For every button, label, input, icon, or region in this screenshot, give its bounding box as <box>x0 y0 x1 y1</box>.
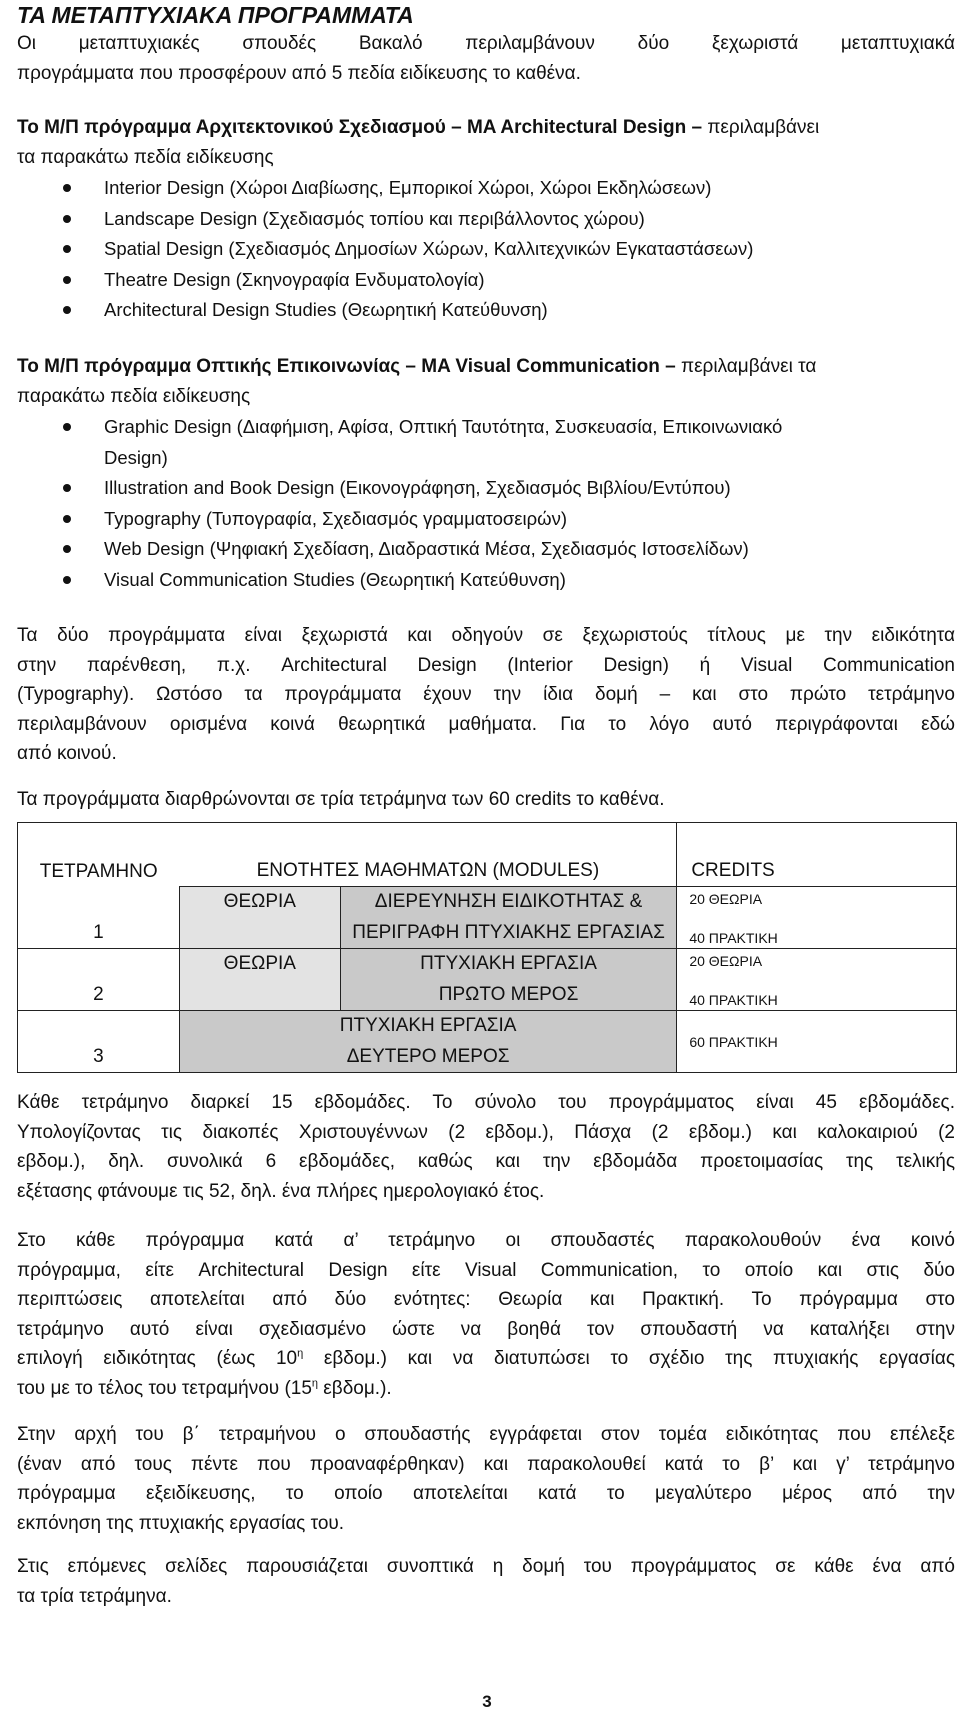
vis-heading-line2: παρακάτω πεδία ειδίκευσης <box>17 385 251 407</box>
credits-theory: 20 ΘΕΩΡΙΑ <box>677 887 957 918</box>
theory-cell: ΘΕΩΡΙΑ <box>179 949 340 980</box>
modules-table <box>17 822 957 1073</box>
list-item-continuation: Design) <box>104 446 168 468</box>
list-item: Interior Design (Χώροι Διαβίωσης, Εμπορικοί Χώροι, Χώροι Εκδηλώσεων) <box>17 173 957 204</box>
programs-separate-paragraph: Τα δύο προγράμματα είναι ξεχωριστά και οδηγούν σε ξεχωριστούς τίτλους με την ειδικότητα στην παρένθεση, π.χ. Architectural Design (Interior Design) ή Visual Communication (Typography). Ωστόσο τα προγράμματα έχουν την ίδια δομή – και στο πρώτο τετράμηνο περιλαμβάνουν ορισμένα κοινά θεωρητικά μαθήματα. Για το λόγο αυτό περιγράφονται εδώ από κοινού. <box>17 625 955 764</box>
header-modules: ΕΝΟΤΗΤΕΣ ΜΑΘΗΜΑΤΩΝ (MODULES) <box>179 823 676 887</box>
arch-specializations-list <box>17 173 957 326</box>
intro-line: προγράμματα που προσφέρουν από 5 πεδία ειδίκευσης το καθένα. <box>17 62 581 84</box>
intro-line: Οι μεταπτυχιακές σπουδές Βακαλό περιλαμβάνουν δύο ξεχωριστά μεταπτυχιακά <box>17 33 955 54</box>
weeks-paragraph: Κάθε τετράμηνο διαρκεί 15 εβδομάδες. Το σύνολο του προγράμματος είναι 45 εβδομάδες. Υπολογίζοντας τις διακοπές Χριστουγέννων (2 εβδομ.), Πάσχα (2 εβδομ.) και καλοκαιριού (2 εβδομ.), δηλ. συνολικά 6 εβδομάδες, καθώς και την εβδομάδα προετοιμασίας της τελικής εξέτασης φτάνουμε τις 52, δηλ. ένα πλήρες ημερολογιακό έτος. <box>17 1092 955 1202</box>
list-item: Architectural Design Studies (Θεωρητική Κατεύθυνση) <box>17 295 957 326</box>
bullet-icon <box>63 245 71 253</box>
header-credits: CREDITS <box>677 823 957 887</box>
list-item: Web Design (Ψηφιακή Σχεδίαση, Διαδραστικά Μέσα, Σχεδιασμός Ιστοσελίδων) <box>17 534 957 565</box>
list-item: Theatre Design (Σκηνογραφία Ενδυματολογία) <box>17 265 957 296</box>
vis-specializations-list <box>17 412 957 595</box>
module-cell: ΠΤΥΧΙΑΚΗ ΕΡΓΑΣΙΑ <box>340 949 677 980</box>
module-cell: ΠΤΥΧΙΑΚΗ ΕΡΓΑΣΙΑ <box>179 1011 676 1042</box>
list-item: Illustration and Book Design (Εικονογράφηση, Σχεδιασμός Βιβλίου/Εντύπου) <box>17 473 957 504</box>
bullet-icon <box>63 545 71 553</box>
bullet-icon <box>63 215 71 223</box>
table-header-row <box>18 823 957 887</box>
structure-paragraph: Τα προγράμματα διαρθρώνονται σε τρία τετράμηνα των 60 credits το καθένα. <box>17 789 665 810</box>
list-item: Graphic Design (Διαφήμιση, Αφίσα, Οπτική Ταυτότητα, Συσκευασία, Επικοινωνιακό <box>17 412 957 443</box>
term-cell: 2 <box>18 949 180 1011</box>
table-row <box>18 1011 957 1042</box>
module-cell: ΔΕΥΤΕΡΟ ΜΕΡΟΣ <box>179 1042 676 1073</box>
arch-heading-rest: περιλαμβάνει <box>707 117 820 138</box>
page-title: ΤΑ ΜΕΤΑΠΤΥΧΙΑΚΑ ΠΡΟΓΡΑΜΜΑΤΑ <box>17 2 414 28</box>
bullet-icon <box>63 515 71 523</box>
arch-heading-bold: Το Μ/Π πρόγραμμα Αρχιτεκτονικού Σχεδιασμού – MA Architectural Design – <box>17 117 703 138</box>
arch-heading-line2: τα παρακάτω πεδία ειδίκευσης <box>17 146 274 168</box>
list-item: Spatial Design (Σχεδιασμός Δημοσίων Χώρων, Καλλιτεχνικών Εγκαταστάσεων) <box>17 234 957 265</box>
credits-practice: 40 ΠΡΑΚΤΙΚΗ <box>677 980 957 1011</box>
bullet-icon <box>63 484 71 492</box>
bullet-icon <box>63 423 71 431</box>
bullet-icon <box>63 184 71 192</box>
module-cell: ΠΕΡΙΓΡΑΦΗ ΠΤΥΧΙΑΚΗΣ ΕΡΓΑΣΙΑΣ <box>340 918 677 949</box>
bullet-icon <box>63 576 71 584</box>
module-cell: ΔΙΕΡΕΥΝΗΣΗ ΕΙΔΙΚΟΤΗΤΑΣ & <box>340 887 677 918</box>
second-term-paragraph: Στην αρχή του β΄ τετραμήνου ο σπουδαστής εγγράφεται στον τομέα ειδικότητας που επέλεξε (έναν από τους πέντε που προαναφέρθηκαν) και παρακολουθεί κατά το β’ και γ’ τετράμηνο πρόγραμμα εξειδίκευσης, το οποίο αποτελείται κατά το μεγαλύτερο μέρος από την εκπόνηση της πτυχιακής εργασίας του. <box>17 1424 955 1534</box>
vis-heading-rest: περιλαμβάνει τα <box>680 356 817 377</box>
theory-cell: ΘΕΩΡΙΑ <box>179 887 340 918</box>
vis-heading <box>17 352 955 411</box>
arch-heading <box>17 113 955 172</box>
term-cell: 3 <box>18 1011 180 1073</box>
credits-theory: 20 ΘΕΩΡΙΑ <box>677 949 957 980</box>
bullet-icon <box>63 276 71 284</box>
table-row <box>18 949 957 980</box>
list-item: Typography (Τυπογραφία, Σχεδιασμός γραμματοσειρών) <box>17 504 957 535</box>
list-item: Landscape Design (Σχεδιασμός τοπίου και περιβάλλοντος χώρου) <box>17 204 957 235</box>
term-cell: 1 <box>18 887 180 949</box>
next-pages-paragraph: Στις επόμενες σελίδες παρουσιάζεται συνοπτικά η δομή του προγράμματος σε κάθε ένα από τα τρία τετράμηνα. <box>17 1556 955 1607</box>
bullet-icon <box>63 306 71 314</box>
page-number: 3 <box>482 1692 492 1711</box>
credits-practice: 60 ΠΡΑΚΤΙΚΗ <box>677 1011 957 1073</box>
credits-practice: 40 ΠΡΑΚΤΙΚΗ <box>677 918 957 949</box>
vis-heading-bold: Το Μ/Π πρόγραμμα Οπτικής Επικοινωνίας – MA Visual Communication – <box>17 356 676 377</box>
module-cell: ΠΡΩΤΟ ΜΕΡΟΣ <box>340 980 677 1011</box>
intro-paragraph <box>17 29 955 88</box>
header-term: ΤΕΤΡΑΜΗΝΟ <box>18 823 180 887</box>
table-row <box>18 887 957 918</box>
list-item: Visual Communication Studies (Θεωρητική Κατεύθυνση) <box>17 565 957 596</box>
first-term-paragraph: Στο κάθε πρόγραμμα κατά α’ τετράμηνο οι σπουδαστές παρακολουθούν ένα κοινό πρόγραμμα, είτε Architectural Design είτε Visual Communication, το οποίο και στις δύο περιπτώσεις αποτελείται από δύο ενότητες: Θεωρία και Πρακτική. Το πρόγραμμα στο τετράμηνο αυτό είναι σχεδιασμένο ώστε να βοηθά τον σπουδαστή να καταλήξει στην επιλογή ειδικότητας (έως $10^\eta$ εβδομ.) και να διατυπώσει το σχέδιο της πτυχιακής εργασίας του με το τέλος του τετραμήνου ($15^\eta$ εβδομ.). <box>17 1230 955 1399</box>
